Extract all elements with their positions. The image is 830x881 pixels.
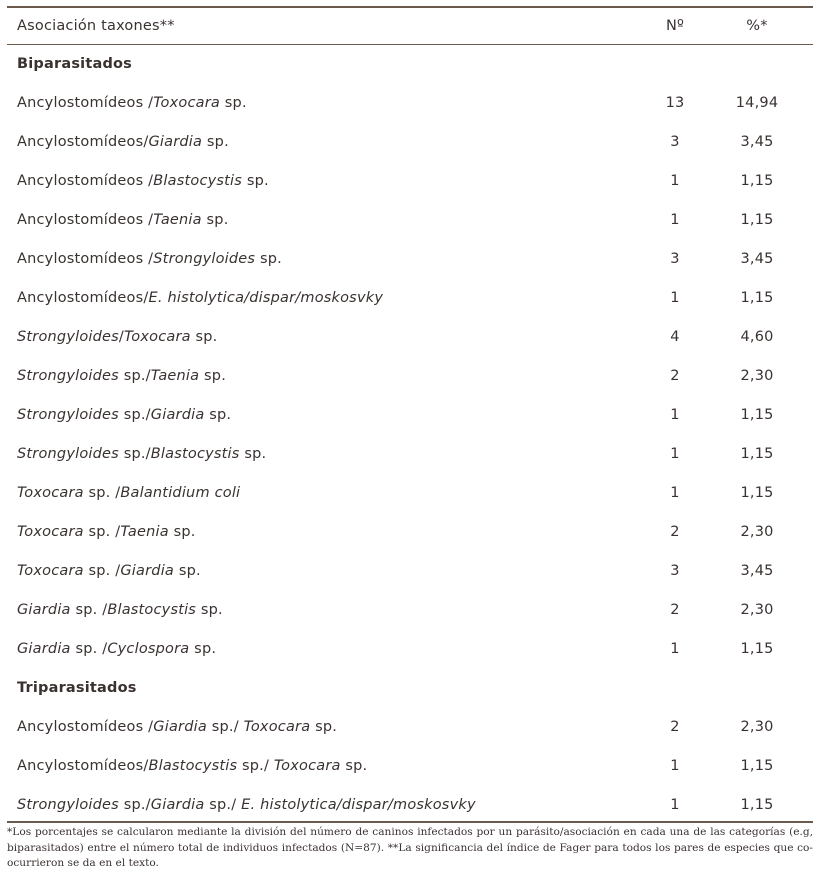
count-cell: 1 <box>670 172 680 189</box>
section-title: Triparasitados <box>17 679 137 696</box>
count-cell: 1 <box>670 211 680 228</box>
association-cell: Strongyloides/Toxocara sp. <box>17 328 218 345</box>
count-cell: 3 <box>670 562 680 579</box>
percent-cell: 1,15 <box>740 289 774 306</box>
count-cell: 13 <box>665 94 685 111</box>
percent-cell: 2,30 <box>740 601 774 618</box>
section-triparasitados <box>7 668 813 707</box>
association-cell: Toxocara sp. /Taenia sp. <box>17 523 196 540</box>
table-row <box>7 161 813 200</box>
table-row <box>7 629 813 668</box>
table-row <box>7 122 813 161</box>
table-bottom-rule <box>7 821 813 823</box>
association-cell: Strongyloides sp./Taenia sp. <box>17 367 227 384</box>
percent-cell: 1,15 <box>740 445 774 462</box>
association-cell: Giardia sp. /Cyclospora sp. <box>17 640 217 657</box>
association-cell: Ancylostomídeos/Giardia sp. <box>17 133 229 150</box>
association-cell: Ancylostomídeos /Taenia sp. <box>17 211 229 228</box>
association-cell: Strongyloides sp./Blastocystis sp. <box>17 445 267 462</box>
count-cell: 2 <box>670 367 680 384</box>
percent-cell: 2,30 <box>740 523 774 540</box>
percent-cell: 1,15 <box>740 172 774 189</box>
table-row <box>7 239 813 278</box>
count-cell: 1 <box>670 757 680 774</box>
count-cell: 1 <box>670 640 680 657</box>
table-row <box>7 551 813 590</box>
percent-cell: 1,15 <box>740 640 774 657</box>
association-cell: Ancylostomídeos /Blastocystis sp. <box>17 172 269 189</box>
association-cell: Ancylostomídeos/Blastocystis sp./ Toxocara sp. <box>17 757 368 774</box>
percent-cell: 1,15 <box>740 757 774 774</box>
header-association: Asociación taxones** <box>17 17 175 34</box>
table-row <box>7 473 813 512</box>
percent-cell: 4,60 <box>740 328 774 345</box>
percent-cell: 1,15 <box>740 484 774 501</box>
percent-cell: 3,45 <box>740 562 774 579</box>
count-cell: 1 <box>670 484 680 501</box>
table-header-row <box>7 6 813 45</box>
header-percent: %* <box>746 17 768 34</box>
table-row <box>7 746 813 785</box>
percent-cell: 3,45 <box>740 133 774 150</box>
count-cell: 2 <box>670 718 680 735</box>
table-row <box>7 512 813 551</box>
association-cell: Ancylostomídeos /Giardia sp./ Toxocara sp. <box>17 718 338 735</box>
table-row <box>7 395 813 434</box>
table-row <box>7 278 813 317</box>
association-cell: Strongyloides sp./Giardia sp. <box>17 406 232 423</box>
count-cell: 4 <box>670 328 680 345</box>
count-cell: 3 <box>670 250 680 267</box>
table-row <box>7 590 813 629</box>
association-cell: Strongyloides sp./Giardia sp./ E. histolytica/dispar/moskosvky <box>17 796 476 813</box>
percent-cell: 2,30 <box>740 718 774 735</box>
table-row <box>7 83 813 122</box>
table-row <box>7 356 813 395</box>
count-cell: 1 <box>670 406 680 423</box>
association-cell: Ancylostomídeos /Strongyloides sp. <box>17 250 282 267</box>
count-cell: 2 <box>670 523 680 540</box>
count-cell: 1 <box>670 445 680 462</box>
section-biparasitados <box>7 44 813 83</box>
section-title: Biparasitados <box>17 55 133 72</box>
percent-cell: 1,15 <box>740 796 774 813</box>
table-row <box>7 434 813 473</box>
table-row <box>7 707 813 746</box>
table-row <box>7 317 813 356</box>
percent-cell: 1,15 <box>740 406 774 423</box>
association-cell: Toxocara sp. /Balantidium coli <box>17 484 241 501</box>
percent-cell: 1,15 <box>740 211 774 228</box>
association-cell: Giardia sp. /Blastocystis sp. <box>17 601 223 618</box>
table-row <box>7 785 813 824</box>
count-cell: 1 <box>670 289 680 306</box>
count-cell: 2 <box>670 601 680 618</box>
table-footnote: *Los porcentajes se calcularon mediante la división del número de caninos infectados por un parásito/asociación en cada una de las categorías (e.g, biparasitados) entre el número total de individuos infectados (N=87). **La significancia del índice de Fager para todos los pares de especies que co-ocurrieron se da en el texto. <box>7 826 813 869</box>
count-cell: 3 <box>670 133 680 150</box>
percent-cell: 14,94 <box>735 94 779 111</box>
header-count: Nº <box>665 17 685 34</box>
association-cell: Ancylostomídeos /Toxocara sp. <box>17 94 247 111</box>
association-cell: Ancylostomídeos/E. histolytica/dispar/moskosvky <box>17 289 384 306</box>
percent-cell: 3,45 <box>740 250 774 267</box>
table-row <box>7 200 813 239</box>
count-cell: 1 <box>670 796 680 813</box>
association-cell: Toxocara sp. /Giardia sp. <box>17 562 201 579</box>
percent-cell: 2,30 <box>740 367 774 384</box>
